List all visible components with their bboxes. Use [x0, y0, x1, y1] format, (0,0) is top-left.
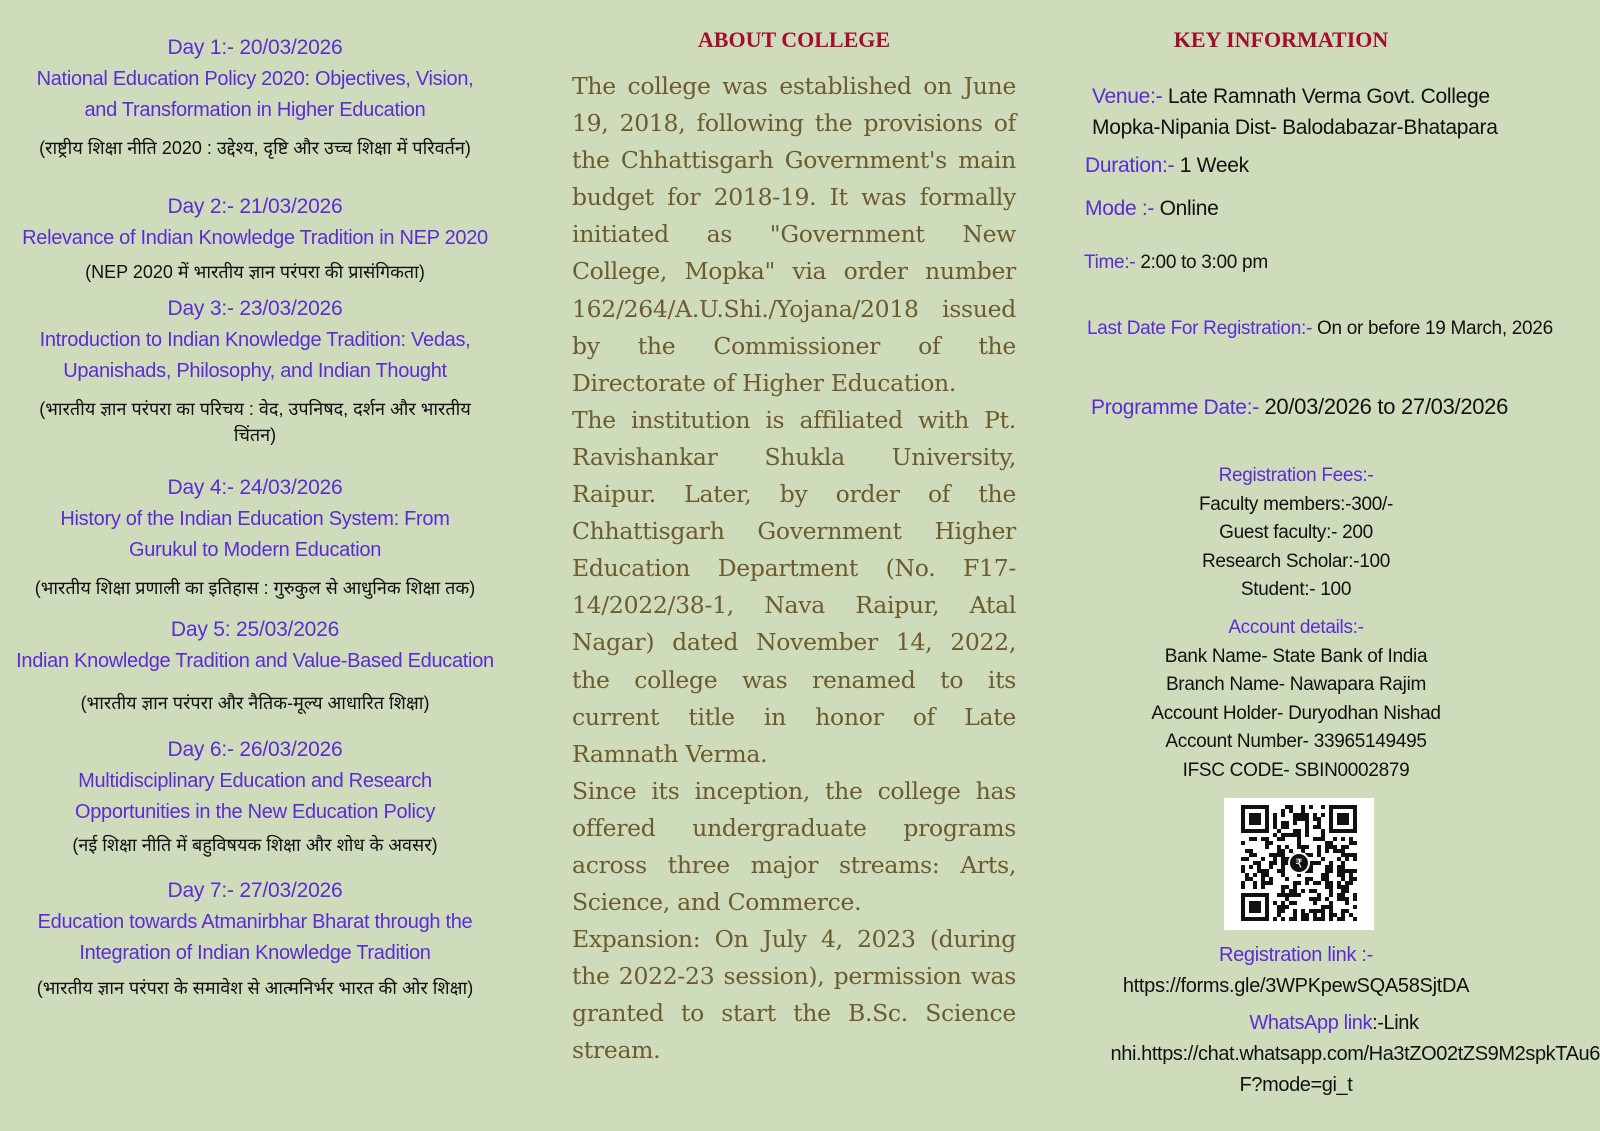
day-5-date: Day 5: 25/03/2026 [170, 618, 340, 641]
day-6-block [0, 737, 510, 858]
day-3-hindi-line-2: चिंतन) [233, 425, 277, 445]
day-1-title [0, 64, 510, 126]
day-4-block [0, 475, 510, 601]
venue-row [1092, 81, 1498, 143]
about-paragraph: The institution is affiliated with Pt. Ravishankar Shukla University, Raipur. Later, by order of the Chhattisgarh Government Higher Education Department (No. F17-14/2022/38-1, Nava Raipur, Atal Nagar) dated November 14, 2022, the college was renamed to its current title in honor of Late Ramnath Verma. [572, 405, 1016, 768]
fees-label: Registration Fees:- [1218, 465, 1374, 486]
mode-value: Online [1159, 197, 1219, 220]
duration-value: 1 Week [1179, 154, 1249, 177]
day-4-title-line-2: Gurukul to Modern Education [128, 539, 382, 561]
day-3-title-line-1: Introduction to Indian Knowledge Tradition: Vedas, [39, 329, 471, 351]
day-7-date: Day 7:- 27/03/2026 [167, 879, 343, 902]
qr-code-graphic [1224, 798, 1374, 930]
day-6-hindi: (नई शिक्षा नीति में बहुविषयक शिक्षा और शोध के अवसर) [72, 835, 438, 855]
day-3-block [0, 296, 510, 448]
day-1-hindi: (राष्ट्रीय शिक्षा नीति 2020 : उद्देश्य, दृष्टि और उच्च शिक्षा में परिवर्तन) [39, 138, 471, 158]
day-3-hindi-line-1: (भारतीय ज्ञान परंपरा का परिचय : वेद, उपनिषद, दर्शन और भारतीय [39, 399, 471, 419]
key-info-heading: KEY INFORMATION [1173, 27, 1389, 52]
registration-link-block [1068, 940, 1524, 1002]
day-1-date: Day 1:- 20/03/2026 [167, 36, 343, 59]
whatsapp-label: WhatsApp link [1249, 1012, 1373, 1034]
bank-name: Bank Name- State Bank of India [1164, 645, 1428, 667]
day-7-title [0, 907, 510, 969]
whatsapp-label-row [1068, 1008, 1600, 1039]
programme-date-label: Programme Date:- [1091, 396, 1259, 419]
about-paragraph: The college was established on June 19, 2018, following the provisions of the Chhattisgarh Government's main budget for 2018-19. It was formally initiated as "Government New College, Mopka" via order number 162/264/A.U.Shi./Yojana/2018 issued by the Commissioner of the Directorate of Higher Education. [572, 72, 1016, 397]
branch-name: Branch Name- Nawapara Rajim [1165, 674, 1427, 695]
day-6-title-line-1: Multidisciplinary Education and Research [78, 770, 432, 792]
duration-label: Duration:- [1085, 154, 1175, 177]
day-3-title-line-2: Upanishads, Philosophy, and Indian Thought [63, 360, 447, 382]
registration-link-url[interactable]: https://forms.gle/3WPKpewSQA58SjtDA [1122, 975, 1470, 997]
day-7-block [0, 878, 510, 1001]
last-date-value: On or before 19 March, 2026 [1316, 318, 1553, 339]
registration-fees [1068, 462, 1524, 605]
account-holder: Account Holder- Duryodhan Nishad [1151, 702, 1441, 724]
day-7-title-line-2: Integration of Indian Knowledge Tradition [79, 942, 431, 964]
time-row [1084, 252, 1268, 274]
day-3-hindi [0, 396, 510, 448]
whatsapp-link-block [1068, 1008, 1600, 1101]
day-4-title-line-1: History of the Indian Education System: From [60, 508, 450, 530]
ifsc-code: IFSC CODE- SBIN0002879 [1182, 759, 1410, 781]
programme-date-row [1091, 394, 1508, 420]
fee-faculty: Faculty members:-300/- [1198, 493, 1393, 515]
day-4-hindi: (भारतीय शिक्षा प्रणाली का इतिहास : गुरुकुल से आधुनिक शिक्षा तक) [34, 578, 476, 598]
day-7-hindi: (भारतीय ज्ञान परंपरा के समावेश से आत्मनिर्भर भारत की ओर शिक्षा) [36, 978, 474, 998]
whatsapp-url-line-2[interactable]: F?mode=gi_t [1239, 1074, 1353, 1096]
account-label: Account details:- [1228, 617, 1364, 638]
day-4-date: Day 4:- 24/03/2026 [167, 476, 343, 499]
about-body [572, 68, 1016, 1070]
venue-label: Venue:- [1092, 85, 1163, 108]
last-date-label: Last Date For Registration:- [1087, 318, 1312, 339]
day-1-block [0, 35, 510, 161]
day-2-block [0, 194, 510, 285]
day-6-title [0, 766, 510, 828]
payment-qr-code [1224, 798, 1374, 930]
rupee-icon: ₹ [1295, 856, 1303, 871]
venue-line-1: Late Ramnath Verma Govt. College [1167, 85, 1490, 108]
fee-guest-faculty: Guest faculty:- 200 [1219, 522, 1373, 543]
day-5-title: Indian Knowledge Tradition and Value-Based Education [16, 650, 494, 672]
day-3-date: Day 3:- 23/03/2026 [167, 297, 343, 320]
whatsapp-url-line-1[interactable]: nhi.https://chat.whatsapp.com/Ha3tZO02tZS9M2spkTAu6 [1110, 1043, 1600, 1065]
about-paragraph: Expansion: On July 4, 2023 (during the 2022-23 session), permission was granted to start the B.Sc. Science stream. [572, 925, 1016, 1065]
venue-line-2: Mopka-Nipania Dist- Balodabazar-Bhatapara [1092, 116, 1498, 139]
day-6-title-line-2: Opportunities in the New Education Policy [74, 801, 436, 823]
duration-row [1085, 154, 1249, 178]
day-2-title: Relevance of Indian Knowledge Tradition in NEP 2020 [22, 227, 488, 249]
about-paragraph: Since its inception, the college has offered undergraduate programs across three major streams: Arts, Science, and Commerce. [572, 776, 1016, 917]
last-date-row [1087, 318, 1553, 340]
time-label: Time:- [1084, 252, 1136, 273]
programme-date-value: 20/03/2026 to 27/03/2026 [1264, 394, 1509, 419]
account-number: Account Number- 33965149495 [1165, 731, 1427, 752]
fee-research-scholar: Research Scholar:-100 [1201, 550, 1391, 572]
registration-link-label: Registration link :- [1218, 944, 1374, 966]
day-2-date: Day 2:- 21/03/2026 [167, 195, 343, 218]
day-1-title-line-2: and Transformation in Higher Education [84, 99, 426, 121]
mode-label: Mode :- [1085, 197, 1155, 220]
day-3-title [0, 325, 510, 387]
day-1-title-line-1: National Education Policy 2020: Objectives, Vision, [36, 68, 474, 90]
day-2-hindi: (NEP 2020 में भारतीय ज्ञान परंपरा की प्रासंगिकता) [85, 262, 425, 282]
day-4-title [0, 504, 510, 566]
day-5-block [0, 617, 510, 716]
time-value: 2:00 to 3:00 pm [1140, 252, 1268, 273]
mode-row [1085, 197, 1219, 221]
day-6-date: Day 6:- 26/03/2026 [167, 738, 343, 761]
fee-student: Student:- 100 [1240, 579, 1352, 600]
whatsapp-label-suffix: :-Link [1372, 1012, 1419, 1034]
day-7-title-line-1: Education towards Atmanirbhar Bharat through the [37, 911, 473, 933]
about-heading: ABOUT COLLEGE [697, 27, 891, 52]
day-5-hindi: (भारतीय ज्ञान परंपरा और नैतिक-मूल्य आधारित शिक्षा) [80, 693, 430, 713]
account-details [1068, 614, 1524, 785]
